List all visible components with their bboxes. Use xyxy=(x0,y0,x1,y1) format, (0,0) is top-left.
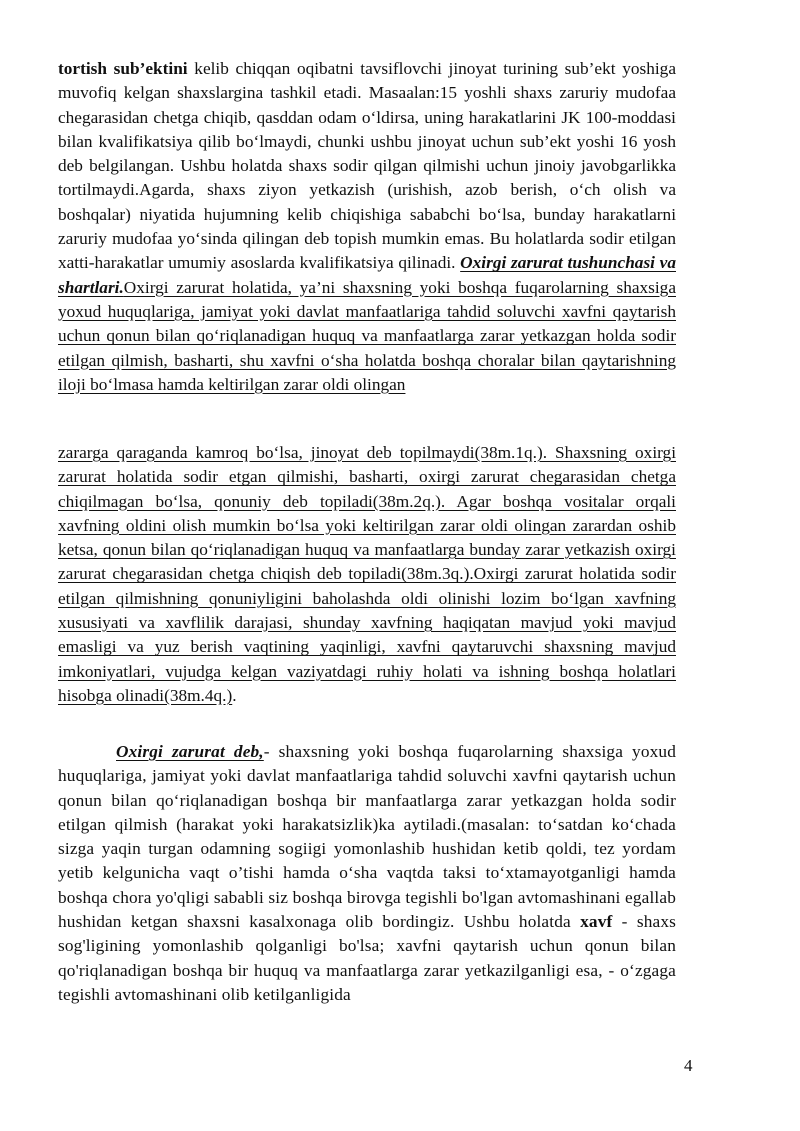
underlined-legal-text: zararga qaraganda kamroq bo‘lsa, jinoyat deb topilmaydi(38m.1q.). Shaxsning oxirgi zarurat holatida sodir etgan qilmishi, basharti, oxirgi zarurat chegarasidan chetga chiqilmagan bo‘lsa, qonuniy deb topiladi(38m.2q.). Agar boshqa vositalar orqali xavfning oldini olish mumkin bo‘lsa yoki keltirilgan zarar oldi olingan zarardan oshib ketsa, qonun bilan qo‘riqlanadigan huquq va manfaatlarga bunday zarar yetkazish oxirgi zarurat chegarasidan chetga chiqish deb topiladi(38m.3q.).Oxirgi zarurat holatida sodir etilgan qilmishning qonuniyligini baholashda oldi olinishi lozim bo‘lgan xavfning xususiyati va xavflilik darajasi, shunday xavfning haqiqatan mavjud yoki mavjud emasligi va yuz berish vaqtining yaqinligi, xavfni qaytaruvchi shaxsning mavjud imkoniyatlari, vujudga kelgan vaziyatdagi ruhiy holati va ishning boshqa holatlari hisobga olinadi(38m.4q.) xyxy=(58,443,676,705)
page-number: 4 xyxy=(684,1056,693,1075)
paragraph-necessity-definition xyxy=(58,740,676,1007)
paragraph-necessity-limits xyxy=(58,441,676,708)
paragraph-text: kelib chiqqan oqibatni tavsiflovchi jinoyat turining sub’ekt yoshiga muvofiq kelgan shaxslargina tashkil etadi. Masaalan:15 yoshli shaxs zaruriy mudofaa chegarasidan chetga chiqib, qasddan odam o‘ldirsa, uning harakatlarini JK 100-moddasi bilan kvalifikatsiya qilib bo‘lmaydi, chunki ushbu jinoyat uchun sub’ekt yoshi 16 yosh deb belgilangan. Ushbu holatda shaxs sodir qilgan qilmishi uchun jinoiy javobgarlikka tortilmaydi.Agarda, shaxs ziyon yetkazish (urishish, azob berish, o‘ch olish va boshqalar) niyatida hujumning kelib chiqishiga sababchi bo‘lsa, bunday harakatlarni zaruriy mudofaa yo‘sinda qilingan deb topish mumkin emas. Bu holatlarda sodir etilgan xatti-harakatlar umumiy asoslarda kvalifikatsiya qilinadi. xyxy=(58,59,676,273)
paragraph-necessity-intro xyxy=(58,57,676,397)
paragraph-text-continued: - shaxs sog'ligining yomonlashib qolganligi bo'lsa; xavfni qaytarish uchun qonun bilan qo'riqlanadigan boshqa bir huquq va manfaatlarga zarar yetkazilganligi esa, - o‘zgaga tegishli avtomashinani olib ketilganligida xyxy=(58,912,677,1004)
bold-lead-text: tortish sub’ektini xyxy=(58,59,188,78)
section-heading-necessity-conditions: Oxirgi zarurat tushunchasi va shartlari. xyxy=(58,253,676,297)
underlined-definition-text: Oxirgi zarurat holatida, ya’ni shaxsning yoki boshqa fuqarolarning shaxsiga yoxud huquqlariga, jamiyat yoki davlat manfaatlariga tahdid soluvchi xavfni qaytarish uchun qonun bilan qo‘riqlanadigan huquq va manfaatlarga zarar yetkazgan holda sodir etilgan qilmish, basharti, shu xavfni o‘sha holatda boshqa choralar bilan qaytarishning iloji bo‘lmasa hamda keltirilgan zarar oldi olingan xyxy=(58,277,676,394)
definition-heading: Oxirgi zarurat deb, xyxy=(116,742,264,761)
paragraph-tail: . xyxy=(232,685,237,705)
bold-term-xavf: xavf xyxy=(580,912,613,932)
paragraph-text: - shaxsning yoki boshqa fuqarolarning shaxsiga yoxud huquqlariga, jamiyat yoki davlat manfaatlariga tahdid soluvchi xavfni qaytarish uchun qonun bilan qo‘riqlanadigan boshqa bir manfaatlarga zarar yetkazgan holda sodir etilgan qilmish (harakat yoki harakatsizlik)ka aytiladi.(masalan: to‘satdan ko‘chada sizga yaqin turgan odamning sogiigi yomonlashib hushidan ketib qoldi, tez yordam yetib kelgunicha vaqt o’tishi hamda o‘sha vaqtda taksi to‘xtamayotganligi hamda boshqa chora yo'qligi sababli siz boshqa birovga tegishli bo'lgan avtomashinani egallab hushidan ketgan shaxsni kasalxonaga olib bordingiz. Ushbu holatda xyxy=(58,742,676,932)
